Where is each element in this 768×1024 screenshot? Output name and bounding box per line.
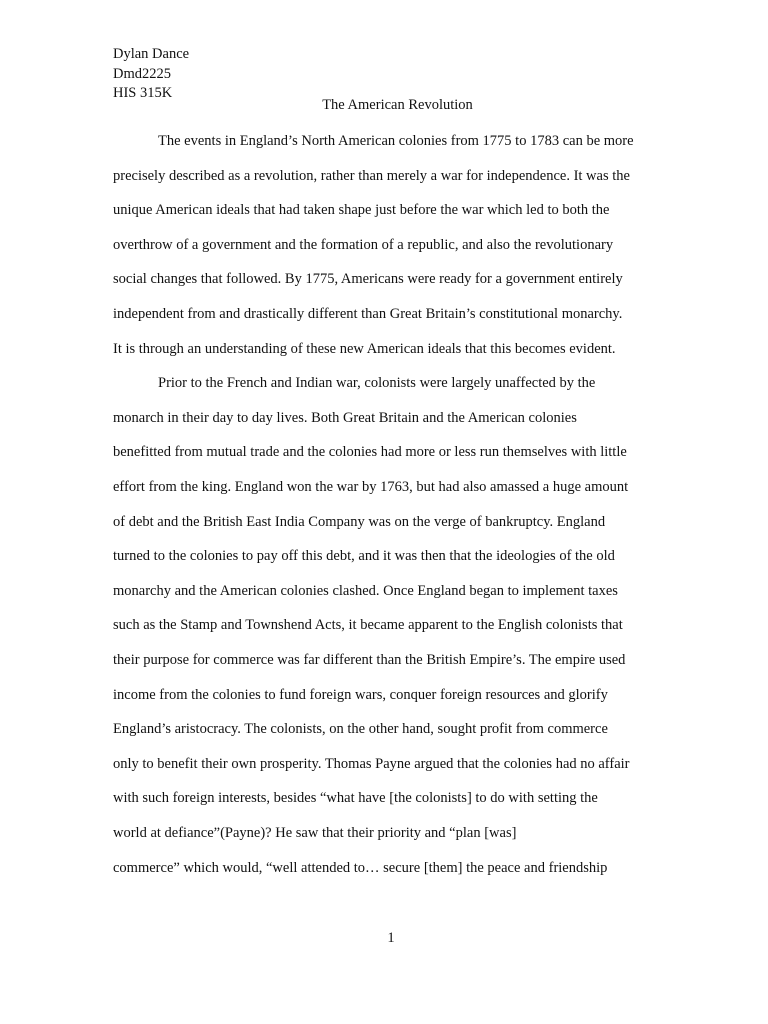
text-line: monarchy and the American colonies clashed. Once England began to implement taxes bbox=[113, 582, 618, 599]
text-line: commerce” which would, “well attended to… secure [them] the peace and friendship bbox=[113, 859, 608, 876]
course-code: HIS 315K bbox=[113, 85, 173, 101]
text-line: The events in England’s North American colonies from 1775 to 1783 can be more bbox=[158, 133, 634, 149]
text-line: It is through an understanding of these new American ideals that this becomes evident. bbox=[113, 340, 616, 357]
text-line: monarch in their day to day lives. Both Great Britain and the American colonies bbox=[113, 409, 577, 426]
text-line: benefitted from mutual trade and the colonies had more or less run themselves with little bbox=[113, 444, 627, 461]
text-line: only to benefit their own prosperity. Thomas Payne argued that the colonies had no affair bbox=[113, 755, 630, 772]
text-line: their purpose for commerce was far different than the British Empire’s. The empire used bbox=[113, 652, 626, 668]
document-header bbox=[113, 45, 189, 104]
text-line: England’s aristocracy. The colonists, on the other hand, sought profit from commerce bbox=[113, 721, 608, 738]
text-line: social changes that followed. By 1775, Americans were ready for a government entirely bbox=[113, 271, 623, 288]
text-line: of debt and the British East India Company was on the verge of bankruptcy. England bbox=[113, 513, 606, 530]
page-number: 1 bbox=[387, 930, 395, 946]
text-line: unique American ideals that had taken shape just before the war which led to both the bbox=[113, 202, 610, 219]
text-line: overthrow of a government and the formation of a republic, and also the revolutionary bbox=[113, 236, 614, 253]
document-title: The American Revolution bbox=[322, 97, 473, 113]
text-line: Prior to the French and Indian war, colonists were largely unaffected by the bbox=[158, 375, 596, 392]
text-line: independent from and drastically different than Great Britain’s constitutional monarchy. bbox=[113, 306, 623, 322]
text-line: income from the colonies to fund foreign wars, conquer foreign resources and glorify bbox=[113, 686, 608, 703]
text-line: turned to the colonies to pay off this debt, and it was then that the ideologies of the old bbox=[113, 548, 615, 565]
text-line: with such foreign interests, besides “what have [the colonists] to do with setting the bbox=[113, 790, 598, 807]
text-line: world at defiance”(Payne)? He saw that their priority and “plan [was] bbox=[113, 825, 517, 841]
text-line: effort from the king. England won the war by 1763, but had also amassed a huge amount bbox=[113, 479, 629, 495]
text-line: such as the Stamp and Townshend Acts, it became apparent to the English colonists that bbox=[113, 617, 623, 634]
text-line: precisely described as a revolution, rather than merely a war for independence. It was the bbox=[113, 167, 630, 184]
author-name: Dylan Dance bbox=[113, 46, 190, 62]
student-id: Dmd2225 bbox=[113, 65, 171, 82]
